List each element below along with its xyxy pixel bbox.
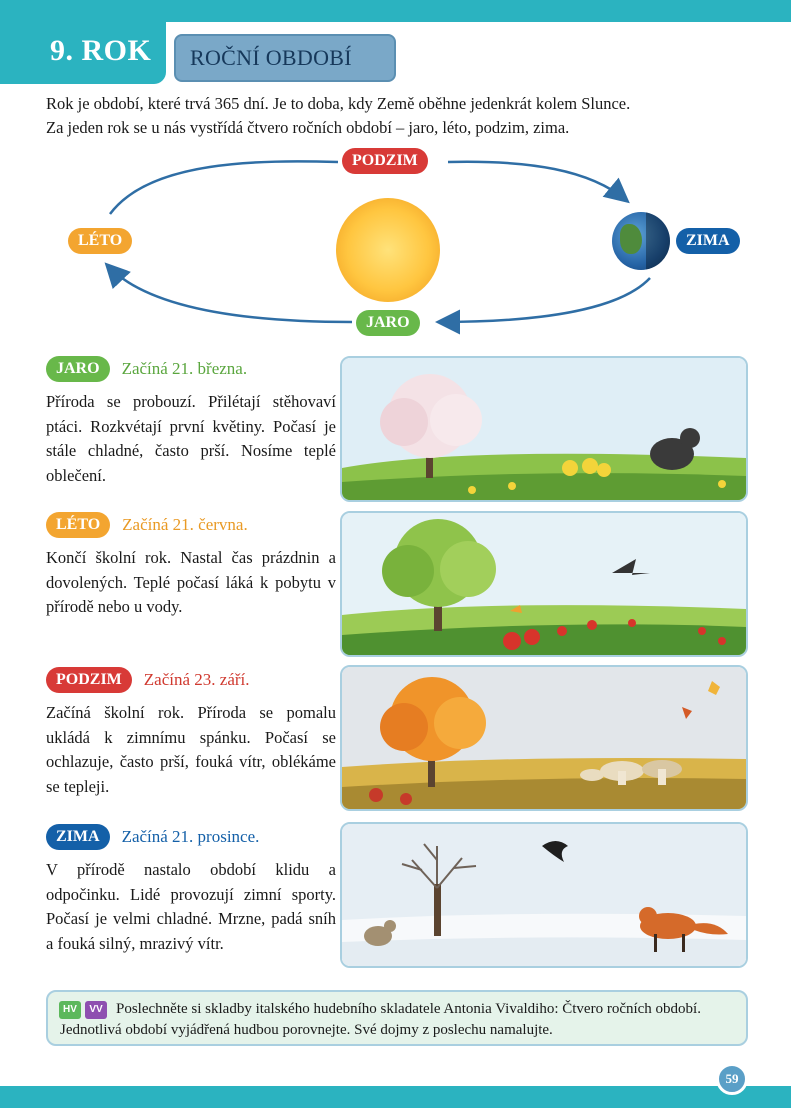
season-label-jaro: JARO [46, 356, 110, 382]
season-text-podzim: Začíná školní rok. Příroda se pomalu ukládá k zimnímu spánku. Počasí se ochlazuje, často prší, fouká vítr, oblékáme se tepleji. [46, 703, 336, 796]
intro-line-1: Rok je období, které trvá 365 dní. Je to doba, kdy Země oběhne jedenkrát kolem Slunce. [46, 94, 631, 113]
intro-line-2: Za jeden rok se u nás vystřídá čtvero ročních období – jaro, léto, podzim, zima. [46, 118, 570, 137]
winter-illustration [340, 822, 748, 968]
page-number: 59 [716, 1063, 748, 1095]
season-text-jaro: Příroda se probouzí. Přilétají stěhovaví ptáci. Rozkvétají první květiny. Počasí je stále chladné, často prší. Nosíme teplé oblečení. [46, 392, 336, 485]
arrow-zima-jaro [440, 278, 650, 322]
season-text-zima: V přírodě nastalo období klidu a odpočinku. Lidé provozují zimní sporty. Počasí je velmi chladné. Mrzne, padá sníh a fouká silný, mrazivý vítr. [46, 860, 336, 953]
season-text-leto: Končí školní rok. Nastal čas prázdnin a dovolených. Teplé počasí láká k pobytu v přírodě nebo u vody. [46, 548, 336, 616]
chapter-title: ROČNÍ OBDOBÍ [190, 45, 352, 70]
intro-text [46, 92, 766, 140]
vv-badge: VV [85, 1001, 107, 1019]
season-date-podzim: Začíná 23. září. [143, 670, 250, 689]
season-cycle-diagram [60, 150, 760, 340]
podzim-label: PODZIM [342, 148, 428, 174]
leto-label: LÉTO [68, 228, 132, 254]
season-date-zima: Začíná 21. prosince. [121, 827, 260, 846]
season-label-leto: LÉTO [46, 512, 110, 538]
season-zima [46, 824, 336, 956]
season-date-jaro: Začíná 21. března. [121, 359, 248, 378]
season-leto [46, 512, 336, 620]
chapter-number: 9. ROK [50, 34, 152, 67]
zima-label: ZIMA [676, 228, 740, 254]
arrow-podzim-zima [448, 162, 626, 200]
sun-icon [336, 198, 440, 302]
season-podzim [46, 667, 336, 799]
autumn-illustration [340, 665, 748, 811]
season-date-leto: Začíná 21. června. [122, 515, 248, 534]
season-label-podzim: PODZIM [46, 667, 132, 693]
top-band [0, 0, 791, 22]
jaro-label: JARO [356, 310, 420, 336]
season-label-zima: ZIMA [46, 824, 110, 850]
arrow-leto-podzim [110, 161, 338, 214]
task-box [46, 990, 748, 1046]
task-text: Poslechněte si skladby italského hudebního skladatele Antonia Vivaldiho: Čtvero ročních období. Jednotlivá období vyjádřená hudbou porovnejte. Své dojmy z poslechu namalujte. [60, 1001, 701, 1038]
hv-badge: HV [59, 1001, 81, 1019]
bottom-band [0, 1086, 791, 1108]
summer-illustration [340, 511, 748, 657]
season-jaro [46, 356, 336, 488]
spring-illustration [340, 356, 748, 502]
arrow-jaro-leto [108, 266, 352, 322]
earth-icon [612, 212, 670, 270]
